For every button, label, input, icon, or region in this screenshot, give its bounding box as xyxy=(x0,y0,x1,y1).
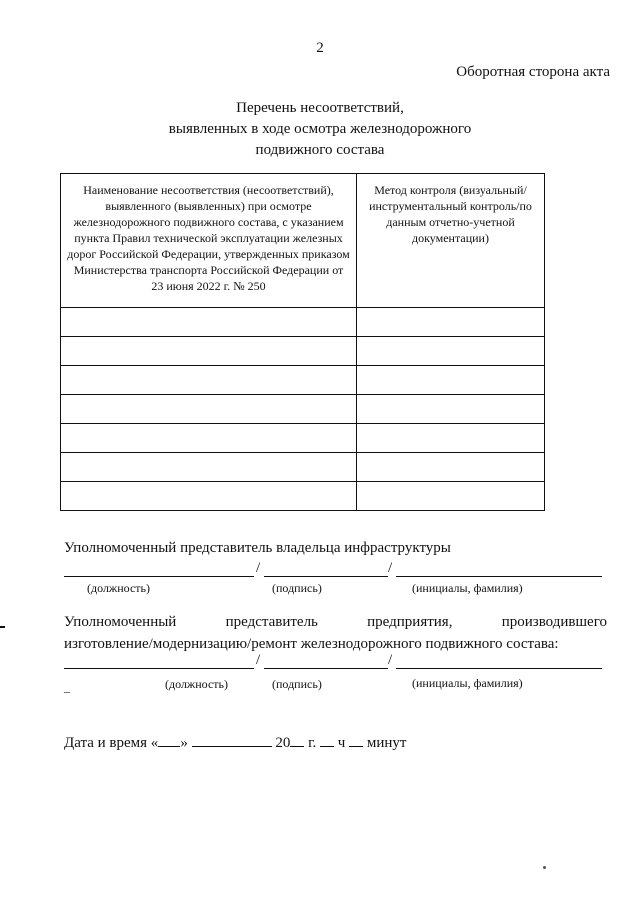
separator: / xyxy=(388,560,393,576)
year-prefix: 20 xyxy=(275,735,291,751)
header-nonconformity-name: Наименование несоответствия (несоответствий), выявленного (выявленных) при осмотре железнодорожного подвижного состава, с указанием пункта Правил технической эксплуатации железных дорог Российской Федерации, утвержденных приказом Министерства транспорта Российской Федерации от 23 июня 2022 г. № 250 xyxy=(61,174,357,308)
hours-field[interactable] xyxy=(320,746,334,747)
stray-dash: _ xyxy=(64,680,70,694)
enterprise-initials-line[interactable] xyxy=(396,668,602,669)
nonconformity-table xyxy=(60,173,545,511)
minutes-field[interactable] xyxy=(349,746,363,747)
nonconformity-cell[interactable] xyxy=(61,308,357,337)
enterprise-rep-heading-line-1 xyxy=(64,614,607,631)
nonconformity-cell[interactable] xyxy=(61,337,357,366)
infra-rep-heading: Уполномоченный представитель владельца инфраструктуры xyxy=(64,540,451,556)
day-field[interactable] xyxy=(158,746,180,747)
control-method-cell[interactable] xyxy=(357,482,545,511)
reverse-side-label: Оборотная сторона акта xyxy=(456,64,610,80)
control-method-cell[interactable] xyxy=(357,308,545,337)
infra-signature-line[interactable] xyxy=(264,576,388,577)
separator: / xyxy=(388,652,393,668)
date-close-quote: » xyxy=(180,735,188,751)
header-control-method: Метод контроля (визуальный/инструментальный контроль/по данным отчетно-учетной документации) xyxy=(357,174,545,308)
table-row xyxy=(61,424,545,453)
nonconformity-cell[interactable] xyxy=(61,424,357,453)
enterprise-word-4: производившего xyxy=(501,614,607,630)
document-title xyxy=(0,98,640,161)
year-suffix: г. xyxy=(308,735,317,751)
enterprise-position-line[interactable] xyxy=(64,668,254,669)
hours-label: ч xyxy=(337,735,346,751)
control-method-cell[interactable] xyxy=(357,395,545,424)
date-time-line xyxy=(64,735,406,752)
control-method-cell[interactable] xyxy=(357,366,545,395)
year-field[interactable] xyxy=(290,746,304,747)
enterprise-rep-heading-line-2: изготовление/модернизацию/ремонт железнодорожного подвижного состава: xyxy=(64,636,559,652)
nonconformity-cell[interactable] xyxy=(61,366,357,395)
infra-initials-label: (инициалы, фамилия) xyxy=(412,581,523,595)
enterprise-word-1: Уполномоченный xyxy=(64,614,177,630)
infra-signature-label: (подпись) xyxy=(272,581,322,595)
nonconformity-cell[interactable] xyxy=(61,395,357,424)
enterprise-word-2: представитель xyxy=(225,614,318,630)
enterprise-word-3: предприятия, xyxy=(367,614,453,630)
table-row xyxy=(61,482,545,511)
separator: / xyxy=(256,652,261,668)
enterprise-position-label: (должность) xyxy=(165,677,228,691)
table-header-row xyxy=(61,174,545,308)
scan-speck xyxy=(543,866,546,869)
nonconformity-cell[interactable] xyxy=(61,453,357,482)
control-method-cell[interactable] xyxy=(357,337,545,366)
table-row xyxy=(61,366,545,395)
infra-initials-line[interactable] xyxy=(396,576,602,577)
enterprise-signature-label: (подпись) xyxy=(272,677,322,691)
minutes-label: минут xyxy=(366,735,407,751)
table-row xyxy=(61,308,545,337)
month-field[interactable] xyxy=(192,746,272,747)
control-method-cell[interactable] xyxy=(357,453,545,482)
table-row xyxy=(61,337,545,366)
separator: / xyxy=(256,560,261,576)
control-method-cell[interactable] xyxy=(357,424,545,453)
title-line-1: Перечень несоответствий, xyxy=(236,100,404,116)
infra-position-line[interactable] xyxy=(64,576,254,577)
title-line-2: выявленных в ходе осмотра железнодорожного xyxy=(168,121,472,137)
enterprise-signature-line[interactable] xyxy=(264,668,388,669)
date-time-prefix: Дата и время « xyxy=(64,735,159,751)
enterprise-initials-label: (инициалы, фамилия) xyxy=(412,676,523,690)
table-row xyxy=(61,395,545,424)
table-row xyxy=(61,453,545,482)
nonconformity-cell[interactable] xyxy=(61,482,357,511)
page-number: 2 xyxy=(316,40,324,56)
scan-mark xyxy=(0,626,5,628)
title-line-3: подвижного состава xyxy=(255,142,385,158)
table-body xyxy=(61,308,545,511)
infra-position-label: (должность) xyxy=(87,581,150,595)
